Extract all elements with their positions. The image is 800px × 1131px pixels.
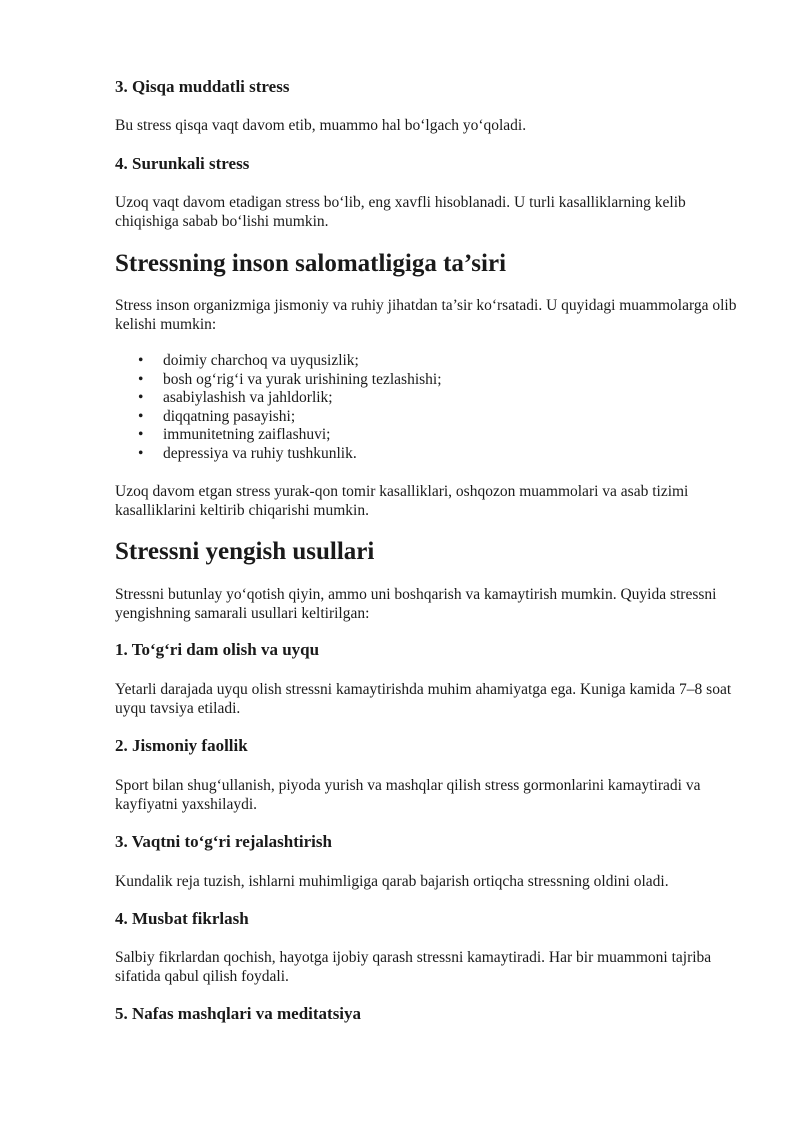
paragraph-positive-thinking: Salbiy fikrlardan qochish, hayotga ijobiy qarash stressni kamaytiradi. Har bir muammoni tajriba sifatida qabul qilish foydali. [115,949,712,985]
list-item: • doimiy charchoq va uyqusizlik; [138,352,359,369]
paragraph-physical-activity: Sport bilan shug‘ullanish, piyoda yurish va mashqlar qilish stress gormonlarini kamaytiradi va kayfiyatni yaxshilaydi. [115,777,701,813]
list-item: • diqqatning pasayishi; [138,407,296,425]
subheading-short-term-stress: 3. Qisqa muddatli stress [115,77,290,96]
bullet-icon: • [138,370,144,388]
subheading-chronic-stress: 4. Surunkali stress [115,154,250,173]
bullet-icon: • [138,426,144,443]
subheading-rest-sleep: 1. To‘g‘ri dam olish va uyqu [115,640,320,659]
paragraph-long-term-effects: Uzoq davom etgan stress yurak-qon tomir kasalliklari, oshqozon muammolari va asab tizimi kasalliklarini keltirib chiqarishi mumkin. [115,483,689,519]
paragraph-coping-intro: Stressni butunlay yo‘qotish qiyin, ammo uni boshqarish va kamaytirish mumkin. Quyida stressni yengishning samarali usullari keltirilgan: [115,586,717,622]
paragraph-health-intro: Stress inson organizmiga jismoniy va ruhiy jihatdan ta’sir ko‘rsatadi. U quyidagi muammolarga olib kelishi mumkin: [115,297,737,333]
paragraph-rest-sleep: Yetarli darajada uyqu olish stressni kamaytirishda muhim ahamiyatga ega. Kuniga kamida 7–8 soat uyqu tavsiya etiladi. [115,681,732,717]
bullet-icon: • [138,407,144,425]
heading-health-effects: Stressning inson salomatligiga ta’siri [115,250,507,277]
list-item: • asabiylashish va jahldorlik; [138,389,333,406]
bullet-icon: • [138,444,144,462]
paragraph-chronic-stress: Uzoq vaqt davom etadigan stress bo‘lib, eng xavfli hisoblanadi. U turli kasalliklarning kelib chiqishiga sabab bo‘lishi mumkin. [115,194,686,230]
list-item: • immunitetning zaiflashuvi; [138,426,331,443]
bullet-icon: • [138,352,144,369]
subheading-breathing-meditation: 5. Nafas mashqlari va meditatsiya [115,1004,362,1023]
subheading-physical-activity: 2. Jismoniy faollik [115,736,248,755]
heading-coping-methods: Stressni yengish usullari [115,538,375,565]
list-item: • depressiya va ruhiy tushkunlik. [138,444,357,462]
subheading-positive-thinking: 4. Musbat fikrlash [115,909,249,928]
effects-list [115,352,745,463]
list-item: • bosh og‘rig‘i va yurak urishining tezlashishi; [138,370,442,388]
paragraph-short-term-stress: Bu stress qisqa vaqt davom etib, muammo hal bo‘lgach yo‘qoladi. [115,117,527,134]
subheading-time-planning: 3. Vaqtni to‘g‘ri rejalashtirish [115,832,332,851]
paragraph-time-planning: Kundalik reja tuzish, ishlarni muhimligiga qarab bajarish ortiqcha stressning oldini oladi. [115,873,669,890]
bullet-icon: • [138,389,144,406]
